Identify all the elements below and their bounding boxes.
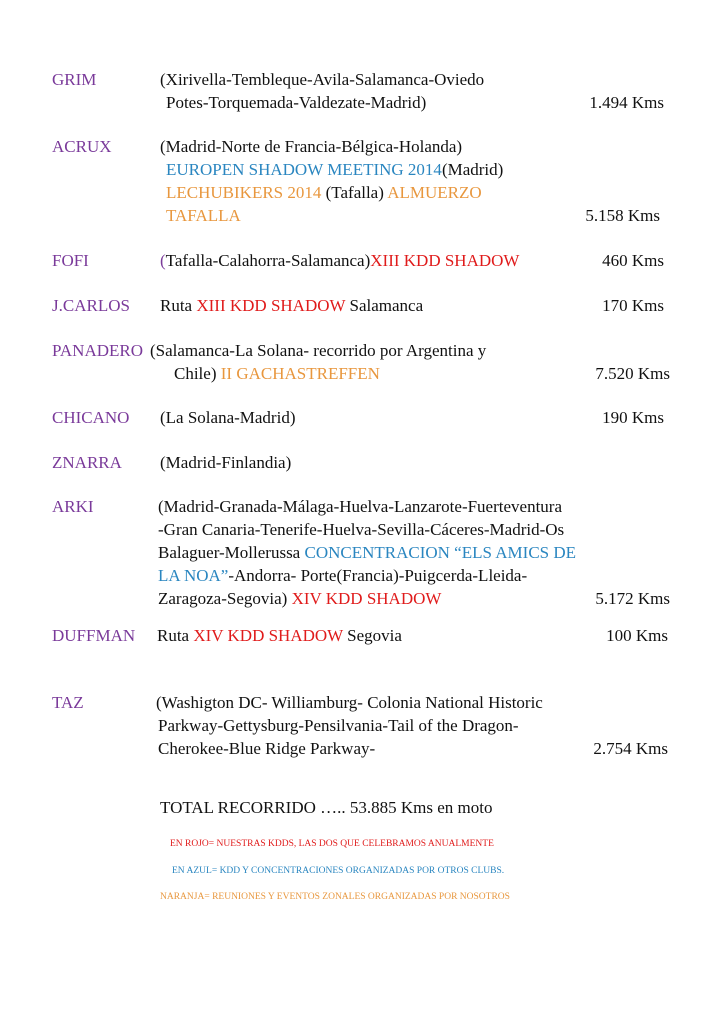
distance: 7.520 Kms	[595, 364, 670, 383]
rider-name-fofi: FOFI	[52, 251, 89, 270]
rider-name-acrux: ACRUX	[52, 137, 112, 156]
route-text: Ruta	[157, 626, 194, 645]
route-text: Balaguer-Mollerussa	[158, 543, 305, 562]
event-red: XIV KDD SHADOW	[193, 626, 343, 645]
distance: 100 Kms	[606, 626, 668, 645]
rider-name-panadero: PANADERO	[52, 341, 144, 360]
route-line	[158, 566, 527, 586]
event-orange: ALMUERZO	[387, 183, 482, 202]
distance: 190 Kms	[602, 408, 664, 427]
distance: 170 Kms	[602, 296, 664, 315]
route-line: Cherokee-Blue Ridge Parkway-	[158, 739, 376, 758]
event-orange: LECHUBIKERS 2014	[166, 183, 322, 202]
route-text: Ruta	[160, 296, 197, 315]
route-line	[174, 364, 380, 384]
route-text: Segovia	[342, 626, 402, 645]
route-line	[166, 160, 503, 180]
total-distance: TOTAL RECORRIDO ….. 53.885 Kms en moto	[160, 798, 493, 817]
rider-name-taz: TAZ	[52, 693, 84, 712]
route-text: (	[160, 251, 166, 270]
distance: 2.754 Kms	[593, 739, 668, 758]
route-line	[160, 296, 423, 316]
rider-name-jcarlos: J.CARLOS	[52, 296, 130, 315]
event-red: XIII KDD SHADOW	[370, 251, 520, 270]
route-line: (Salamanca-La Solana- recorrido por Argentina y	[150, 341, 487, 360]
route-text: (Madrid)	[441, 160, 504, 179]
route-line: (Madrid-Granada-Málaga-Huelva-Lanzarote-Fuerteventura	[158, 497, 563, 516]
route-line: (Xirivella-Tembleque-Avila-Salamanca-Oviedo	[160, 70, 485, 89]
route-line	[166, 183, 482, 203]
event-red: XIV KDD SHADOW	[291, 589, 442, 608]
legend-red: EN ROJO= NUESTRAS KDDS, LAS DOS QUE CELEBRAMOS ANUALMENTE	[170, 839, 494, 849]
event-orange: II GACHASTREFFEN	[220, 364, 380, 383]
distance: 5.158 Kms	[585, 206, 660, 225]
event-red: XIII KDD SHADOW	[196, 296, 346, 315]
route-line: (Madrid-Finlandia)	[160, 453, 292, 472]
route-line: Parkway-Gettysburg-Pensilvania-Tail of the Dragon-	[158, 716, 519, 735]
legend-orange: NARANJA= REUNIONES Y EVENTOS ZONALES ORGANIZADAS POR NOSOTROS	[160, 892, 510, 902]
distance: 5.172 Kms	[595, 589, 670, 608]
route-line	[160, 251, 519, 271]
route-text: Chile)	[174, 364, 221, 383]
route-line: -Gran Canaria-Tenerife-Huelva-Sevilla-Cáceres-Madrid-Os	[158, 520, 565, 539]
event-blue: LA NOA”	[158, 566, 229, 585]
route-line: (La Solana-Madrid)	[160, 408, 296, 427]
route-line: (Madrid-Norte de Francia-Bélgica-Holanda)	[160, 137, 463, 156]
route-line	[158, 589, 441, 609]
route-line	[157, 626, 402, 646]
rider-name-duffman: DUFFMAN	[52, 626, 136, 645]
route-line: (Washigton DC- Williamburg- Colonia National Historic	[156, 693, 543, 712]
rider-name-arki: ARKI	[52, 497, 94, 516]
route-text: Zaragoza-Segovia)	[158, 589, 292, 608]
route-line	[158, 543, 576, 563]
rider-name-grim: GRIM	[52, 70, 97, 89]
event-orange: TAFALLA	[166, 206, 241, 225]
event-blue: EUROPEN SHADOW MEETING 2014	[166, 160, 442, 179]
distance: 460 Kms	[602, 251, 664, 270]
rider-name-chicano: CHICANO	[52, 408, 130, 427]
route-text: -Andorra- Porte(Francia)-Puigcerda-Lleida-	[228, 566, 528, 585]
route-text: (Tafalla)	[321, 183, 388, 202]
route-line: Potes-Torquemada-Valdezate-Madrid)	[166, 93, 427, 112]
route-text: Tafalla-Calahorra-Salamanca)	[165, 251, 371, 270]
legend-blue: EN AZUL= KDD Y CONCENTRACIONES ORGANIZADAS POR OTROS CLUBS.	[172, 866, 505, 876]
rider-name-znarra: ZNARRA	[52, 453, 122, 472]
route-text: Salamanca	[345, 296, 424, 315]
event-blue: CONCENTRACION “ELS AMICS DE	[304, 543, 577, 562]
distance: 1.494 Kms	[589, 93, 664, 112]
